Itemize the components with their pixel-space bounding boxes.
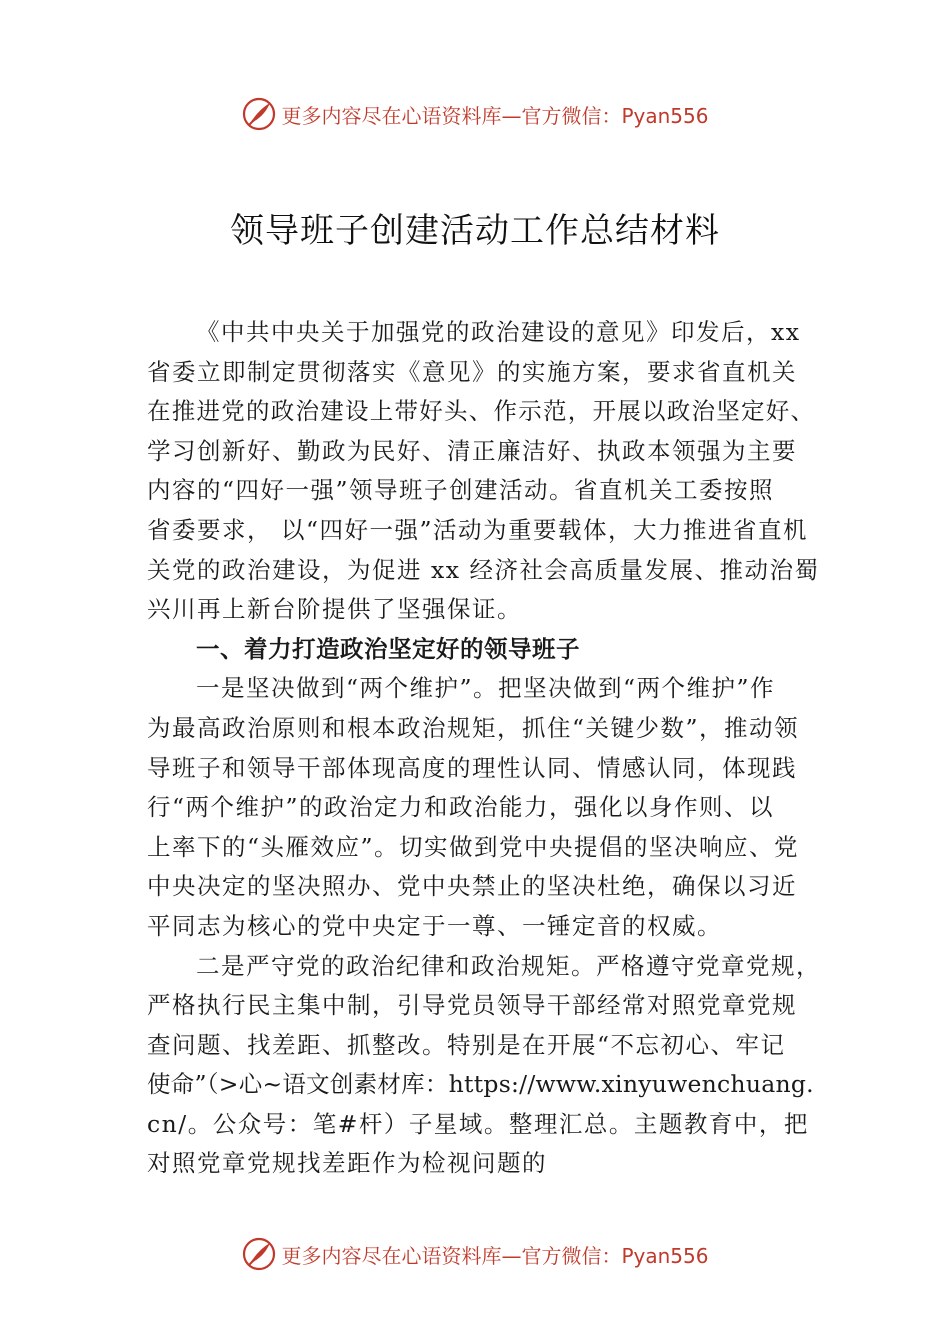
paragraph-line: 平同志为核心的党中央定于一尊、一锤定音的权威。 — [147, 911, 722, 940]
paragraph-line: 严格执行民主集中制，引导党员领导干部经常对照党章党规 — [147, 991, 797, 1020]
banner-text: 更多内容尽在心语资料库 — [281, 1243, 502, 1268]
paragraph-line: cn/。公众号：笔#杆）子星域。整理汇总。主题教育中，把 — [147, 1109, 809, 1138]
section-heading: 一、着力打造政治坚定好的领导班子 — [196, 634, 580, 663]
banner-wechat: —官方微信：Pyan556 — [501, 103, 709, 128]
document-title: 领导班子创建活动工作总结材料 — [230, 211, 720, 251]
footer-banner — [0, 1234, 950, 1274]
paragraph-line: 二是严守党的政治纪律和政治规矩。严格遵守党章党规， — [196, 951, 821, 980]
document-body — [147, 313, 821, 1184]
feather-quill-logo-icon — [241, 96, 277, 132]
paragraph-line: 学习创新好、勤政为民好、清正廉洁好、执政本领强为主要 — [147, 436, 797, 465]
banner-wechat: —官方微信：Pyan556 — [501, 1243, 709, 1268]
paragraph-line: 使命”（>心~语文创素材库：https://www.xinyuwenchuang. — [147, 1070, 814, 1099]
paragraph-line: 为最高政治原则和根本政治规矩，抓住“关键少数”，推动领 — [147, 713, 800, 742]
header-banner — [0, 94, 950, 134]
paragraph-line: 《中共中央关于加强党的政治建设的意见》印发后，xx — [196, 318, 801, 346]
paragraph-line: 关党的政治建设，为促进 xx 经济社会高质量发展、推动治蜀 — [147, 555, 820, 584]
paragraph-line: 在推进党的政治建设上带好头、作示范，开展以政治坚定好、 — [147, 397, 816, 426]
paragraph-line: 一是坚决做到“两个维护”。把坚决做到“两个维护”作 — [196, 674, 776, 703]
paragraph-line: 查问题、找差距、抓整改。特别是在开展“不忘初心、牢记 — [147, 1030, 786, 1059]
paragraph-line: 中央决定的坚决照办、党中央禁止的坚决杜绝，确保以习近 — [147, 872, 797, 901]
feather-quill-logo-icon — [241, 1236, 277, 1272]
banner-text: 更多内容尽在心语资料库 — [281, 103, 502, 128]
paragraph-line: 对照党章党规找差距作为检视问题的 — [147, 1149, 547, 1178]
paragraph-line: 导班子和领导干部体现高度的理性认同、情感认同，体现践 — [147, 753, 797, 782]
paragraph-line: 内容的“四好一强”领导班子创建活动。省直机关工委按照 — [147, 476, 775, 505]
paragraph-line: 行“两个维护”的政治定力和政治能力，强化以身作则、以 — [147, 793, 775, 822]
paragraph-line: 上率下的“头雁效应”。切实做到党中央提倡的坚决响应、党 — [147, 832, 800, 861]
paragraph-line: 省委立即制定贯彻落实《意见》的实施方案，要求省直机关 — [147, 357, 797, 386]
paragraph-line: 省委要求， 以“四好一强”活动为重要载体，大力推进省直机 — [147, 515, 808, 544]
paragraph-line: 兴川再上新台阶提供了坚强保证。 — [147, 595, 522, 624]
